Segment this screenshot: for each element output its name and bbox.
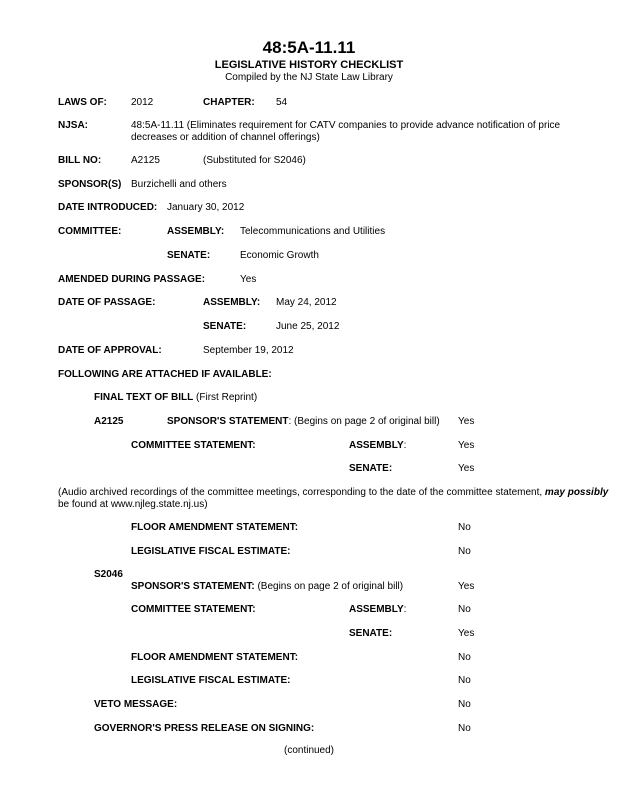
s2046-committee-assembly xyxy=(349,604,406,616)
a2125-sponsor-value: Yes xyxy=(458,416,475,427)
press-release-value: No xyxy=(458,723,471,734)
committee-senate-value: Economic Growth xyxy=(240,250,319,261)
veto-label: VETO MESSAGE: xyxy=(94,699,178,710)
s2046-fiscal-value: No xyxy=(458,675,471,686)
s2046-fiscal-label: LEGISLATIVE FISCAL ESTIMATE: xyxy=(131,675,291,686)
s2046-floor-label: FLOOR AMENDMENT STATEMENT: xyxy=(131,652,299,663)
a2125-senate-value: Yes xyxy=(458,463,475,474)
s2046-sponsor-value: Yes xyxy=(458,581,475,592)
laws-of-label: LAWS OF: xyxy=(58,97,107,108)
passage-assembly-value: May 24, 2012 xyxy=(276,297,337,308)
document-title: 48:5A-11.11 xyxy=(262,38,356,57)
audio-note-line-1 xyxy=(58,487,608,499)
document-subtitle: LEGISLATIVE HISTORY CHECKLIST xyxy=(214,59,404,71)
date-of-approval-label: DATE OF APPROVAL: xyxy=(58,345,162,356)
following-heading: FOLLOWING ARE ATTACHED IF AVAILABLE: xyxy=(58,369,272,380)
njsa-line-1: 48:5A-11.11 (Eliminates requirement for CATV companies to provide advance notification of price xyxy=(131,120,561,131)
s2046-assembly-value: No xyxy=(458,604,471,615)
veto-value: No xyxy=(458,699,471,710)
committee-senate-label: SENATE: xyxy=(167,250,211,261)
chapter-label: CHAPTER: xyxy=(203,97,255,108)
amended-label: AMENDED DURING PASSAGE: xyxy=(58,274,206,285)
date-of-approval-value: September 19, 2012 xyxy=(203,345,294,356)
passage-assembly-label: ASSEMBLY: xyxy=(203,297,261,308)
s2046-committee-label: COMMITTEE STATEMENT: xyxy=(131,604,256,615)
a2125-sponsor-label: SPONSOR'S STATEMENT xyxy=(167,416,289,427)
final-text-line xyxy=(94,392,257,404)
committee-label: COMMITTEE: xyxy=(58,226,122,237)
audio-note-emphasis: may possibly xyxy=(544,487,609,498)
s2046-assembly-label: ASSEMBLY xyxy=(349,604,404,615)
njsa-line-2: decreases or addition of channel offerings) xyxy=(131,132,320,143)
press-release-label: GOVERNOR'S PRESS RELEASE ON SIGNING: xyxy=(94,723,315,734)
date-introduced-label: DATE INTRODUCED: xyxy=(58,202,158,213)
date-introduced-value: January 30, 2012 xyxy=(167,202,245,213)
s2046-sponsor-statement xyxy=(131,581,403,593)
s2046-bill-label: S2046 xyxy=(94,569,123,580)
committee-assembly-label: ASSEMBLY: xyxy=(167,226,225,237)
a2125-assembly-value: Yes xyxy=(458,440,475,451)
a2125-assembly-label: ASSEMBLY xyxy=(349,440,404,451)
audio-note-text: (Audio archived recordings of the committee meetings, corresponding to the date of the committee statement, xyxy=(58,487,545,498)
a2125-bill-label: A2125 xyxy=(94,416,124,427)
s2046-sponsor-label: SPONSOR'S STATEMENT: xyxy=(131,581,255,592)
audio-note-line-2: be found at www.njleg.state.nj.us) xyxy=(58,499,208,510)
passage-senate-value: June 25, 2012 xyxy=(276,321,340,332)
s2046-sponsor-note: (Begins on page 2 of original bill) xyxy=(254,581,404,592)
s2046-assembly-colon: : xyxy=(403,604,407,615)
chapter-value: 54 xyxy=(276,97,288,108)
a2125-floor-value: No xyxy=(458,522,471,533)
passage-senate-label: SENATE: xyxy=(203,321,247,332)
committee-assembly-value: Telecommunications and Utilities xyxy=(240,226,386,237)
a2125-fiscal-label: LEGISLATIVE FISCAL ESTIMATE: xyxy=(131,546,291,557)
s2046-senate-value: Yes xyxy=(458,628,475,639)
sponsors-label: SPONSOR(S) xyxy=(58,179,122,190)
substituted-for: (Substituted for S2046) xyxy=(203,155,306,166)
bill-no-value: A2125 xyxy=(131,155,160,166)
a2125-sponsor-statement xyxy=(167,416,440,428)
final-text-label: FINAL TEXT OF BILL xyxy=(94,392,194,403)
a2125-committee-label: COMMITTEE STATEMENT: xyxy=(131,440,256,451)
a2125-sponsor-note: : (Begins on page 2 of original bill) xyxy=(288,416,440,427)
a2125-senate-label: SENATE: xyxy=(349,463,393,474)
sponsors-value: Burzichelli and others xyxy=(131,179,227,190)
a2125-assembly-colon: : xyxy=(403,440,407,451)
date-of-passage-label: DATE OF PASSAGE: xyxy=(58,297,156,308)
laws-of-value: 2012 xyxy=(131,97,154,108)
compiled-by: Compiled by the NJ State Law Library xyxy=(225,72,393,83)
amended-value: Yes xyxy=(240,274,257,285)
njsa-label: NJSA: xyxy=(58,120,89,131)
s2046-floor-value: No xyxy=(458,652,471,663)
final-text-note: (First Reprint) xyxy=(196,392,258,403)
a2125-committee-assembly xyxy=(349,440,406,452)
a2125-fiscal-value: No xyxy=(458,546,471,557)
s2046-senate-label: SENATE: xyxy=(349,628,393,639)
continued-note: (continued) xyxy=(283,745,335,756)
a2125-floor-label: FLOOR AMENDMENT STATEMENT: xyxy=(131,522,299,533)
bill-no-label: BILL NO: xyxy=(58,155,102,166)
